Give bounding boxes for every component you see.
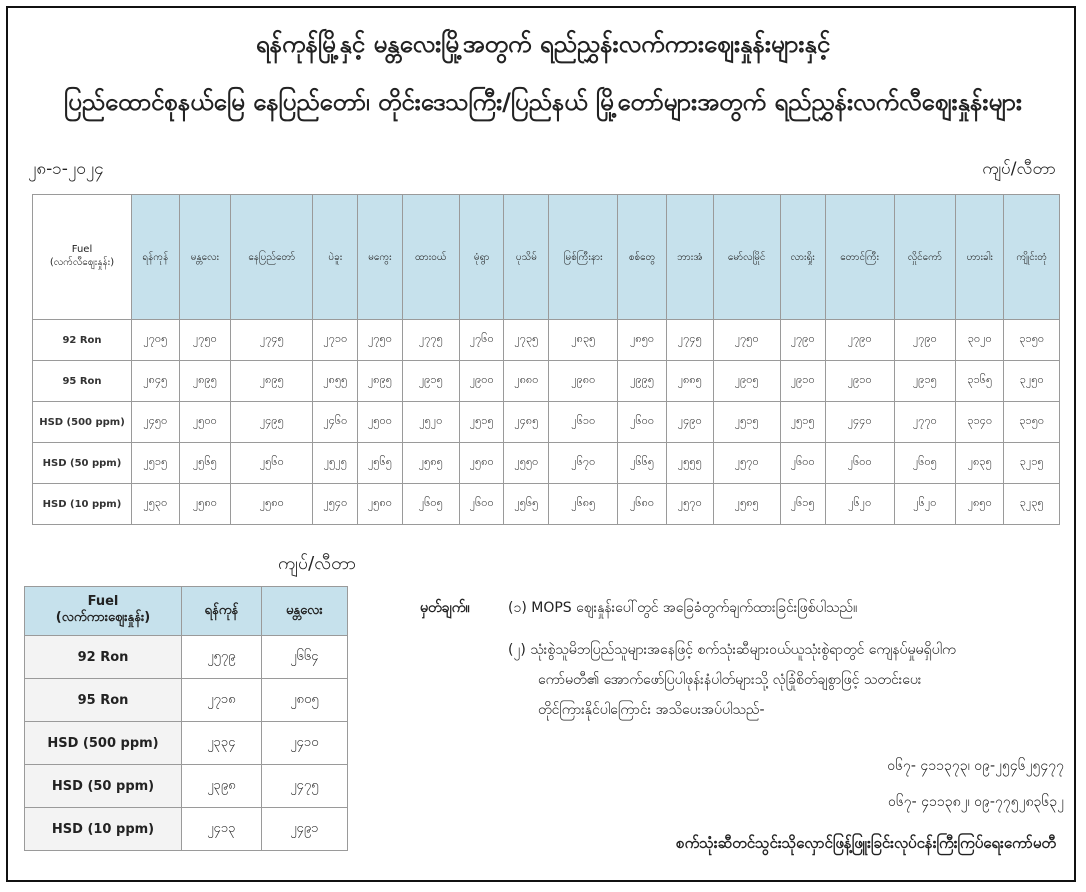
retail-price-cell: ၂၇၉၀ xyxy=(780,320,825,361)
unit-label-wholesale: ကျပ်/လီတာ xyxy=(278,553,357,574)
wholesale-table-row xyxy=(25,808,348,851)
retail-price-cell: ၂၇၅၀ xyxy=(713,320,780,361)
retail-fuel-header xyxy=(33,195,132,320)
retail-price-cell: ၂၉၁၀ xyxy=(825,361,894,402)
retail-city-header: ဟားခါး xyxy=(956,195,1004,320)
unit-label-top: ကျပ်/လီတာ xyxy=(982,159,1056,179)
retail-fuel-cell: 92 Ron xyxy=(33,320,132,361)
retail-price-cell: ၂၉၈၀ xyxy=(549,361,618,402)
retail-price-cell: ၂၅၅၅ xyxy=(666,443,713,484)
wholesale-fuel-cell: HSD (50 ppm) xyxy=(25,765,182,808)
retail-price-cell: ၂၈၉၅ xyxy=(231,361,313,402)
retail-price-cell: ၂၄၉၅ xyxy=(231,402,313,443)
retail-city-header: လှိုင်ကော် xyxy=(894,195,955,320)
notes-label: မှတ်ချက်။ xyxy=(420,600,470,616)
retail-table-row xyxy=(33,484,1060,525)
retail-price-cell: ၂၅၁၅ xyxy=(713,402,780,443)
wholesale-yangon-cell: ၂၃၃၄ xyxy=(182,722,262,765)
retail-city-header: မြစ်ကြီးနား xyxy=(549,195,618,320)
wholesale-fuel-header xyxy=(25,587,182,636)
retail-price-cell: ၂၅၇၀ xyxy=(713,443,780,484)
retail-price-cell: ၃၂၁၅ xyxy=(1004,443,1060,484)
retail-city-header: ဘားအံ xyxy=(666,195,713,320)
retail-table-row xyxy=(33,443,1060,484)
retail-price-cell: ၂၇၇၀ xyxy=(894,402,955,443)
wholesale-col-mandalay: မန္တလေး xyxy=(261,587,347,636)
wholesale-mandalay-cell: ၂၄၉၁ xyxy=(261,808,347,851)
note-2-line-2: ကော်မတီ၏ အောက်ဖော်ပြပါဖုန်းနံပါတ်များသို့ လုံခြုံစိတ်ချစွာဖြင့် သတင်းပေး xyxy=(538,672,922,688)
retail-fuel-cell: HSD (10 ppm) xyxy=(33,484,132,525)
retail-price-cell: ၂၅၄၀ xyxy=(313,484,358,525)
retail-price-cell: ၂၅၂၅ xyxy=(313,443,358,484)
retail-price-cell: ၂၈၄၅ xyxy=(132,361,180,402)
wholesale-mandalay-cell: ၂၈၀၅ xyxy=(261,679,347,722)
wholesale-yangon-cell: ၂၃၉၈ xyxy=(182,765,262,808)
retail-price-cell: ၂၈၅၀ xyxy=(618,320,667,361)
retail-fuel-cell: HSD (500 ppm) xyxy=(33,402,132,443)
retail-city-header: မုံရွာ xyxy=(459,195,504,320)
wholesale-fuel-cell: HSD (500 ppm) xyxy=(25,722,182,765)
retail-city-header: လားရှိုး xyxy=(780,195,825,320)
wholesale-fuel-cell: HSD (10 ppm) xyxy=(25,808,182,851)
retail-fuel-header-subtitle: (လက်လီဈေးနှုန်း) xyxy=(49,257,115,268)
retail-price-cell: ၃၁၅၀ xyxy=(1004,402,1060,443)
retail-city-header: ပုသိမ် xyxy=(504,195,549,320)
retail-price-cell: ၂၉၁၀ xyxy=(780,361,825,402)
retail-price-cell: ၂၇၆၀ xyxy=(459,320,504,361)
retail-price-cell: ၂၈၉၅ xyxy=(358,361,403,402)
wholesale-yangon-cell: ၂၅၇၉ xyxy=(182,636,262,679)
retail-price-cell: ၂၆၀၀ xyxy=(618,402,667,443)
retail-price-cell: ၂၆၁၅ xyxy=(780,484,825,525)
retail-price-cell: ၂၄၅၀ xyxy=(132,402,180,443)
retail-city-header: မကွေး xyxy=(358,195,403,320)
note-2-line-1: (၂) သုံးစွဲသူမိဘပြည်သူများအနေဖြင့် စက်သုံးဆီများဝယ်ယူသုံးစွဲရာတွင် ကျေနပ်မှုမရှိပါက xyxy=(508,642,956,658)
retail-price-cell: ၂၄၈၅ xyxy=(504,402,549,443)
retail-header-row xyxy=(33,195,1060,320)
retail-price-cell: ၂၅၀၀ xyxy=(358,402,403,443)
retail-price-cell: ၂၅၁၅ xyxy=(780,402,825,443)
retail-price-cell: ၂၇၉၀ xyxy=(894,320,955,361)
retail-price-cell: ၂၅၈၀ xyxy=(358,484,403,525)
retail-table-row xyxy=(33,361,1060,402)
retail-price-cell: ၃၂၃၅ xyxy=(1004,484,1060,525)
wholesale-fuel-cell: 92 Ron xyxy=(25,636,182,679)
retail-price-cell: ၂၄၉၀ xyxy=(666,402,713,443)
retail-price-cell: ၂၅၈၅ xyxy=(713,484,780,525)
wholesale-yangon-cell: ၂၇၁၈ xyxy=(182,679,262,722)
wholesale-mandalay-cell: ၂၄၇၅ xyxy=(261,765,347,808)
retail-city-header: စစ်တွေ xyxy=(618,195,667,320)
retail-price-cell: ၂၉၁၅ xyxy=(402,361,459,402)
retail-price-cell: ၃၁၆၅ xyxy=(956,361,1004,402)
wholesale-table-row xyxy=(25,679,348,722)
wholesale-table-row xyxy=(25,765,348,808)
retail-price-cell: ၂၅၇၀ xyxy=(666,484,713,525)
retail-price-cell: ၂၆၀၅ xyxy=(402,484,459,525)
retail-price-cell: ၂၅၈၅ xyxy=(402,443,459,484)
retail-price-cell: ၂၅၀၀ xyxy=(179,402,231,443)
retail-price-cell: ၃၂၅၀ xyxy=(1004,361,1060,402)
retail-city-header: နေပြည်တော် xyxy=(231,195,313,320)
wholesale-mandalay-cell: ၂၆၆၄ xyxy=(261,636,347,679)
retail-city-header: ရန်ကုန် xyxy=(132,195,180,320)
retail-price-cell: ၂၅၁၅ xyxy=(459,402,504,443)
retail-price-cell: ၂၆၁၀ xyxy=(549,402,618,443)
retail-price-cell: ၃၁၄၀ xyxy=(956,402,1004,443)
retail-city-header: မန္တလေး xyxy=(179,195,231,320)
wholesale-header-row xyxy=(25,587,348,636)
retail-price-cell: ၂၇၁၀ xyxy=(313,320,358,361)
retail-price-cell: ၂၅၂၀ xyxy=(402,402,459,443)
retail-price-cell: ၂၈၉၅ xyxy=(179,361,231,402)
retail-price-cell: ၂၆၇၀ xyxy=(549,443,618,484)
wholesale-col-yangon: ရန်ကုန် xyxy=(182,587,262,636)
retail-price-cell: ၂၅၃၀ xyxy=(132,484,180,525)
title-line-2: ပြည်ထောင်စုနယ်မြေ နေပြည်တော်၊ တိုင်းဒေသကြီး/ပြည်နယ် မြို့တော်များအတွက် ရည်ညွှန်းလက်လီဈေးနှုန်းများ xyxy=(64,88,1022,116)
retail-table-row xyxy=(33,320,1060,361)
retail-city-header: ထားဝယ် xyxy=(402,195,459,320)
retail-price-cell: ၂၅၆၅ xyxy=(504,484,549,525)
retail-price-cell: ၂၈၈၅ xyxy=(666,361,713,402)
wholesale-fuel-header-title: Fuel xyxy=(87,594,119,609)
retail-price-cell: ၂၇၅၀ xyxy=(358,320,403,361)
retail-price-cell: ၂၆၆၅ xyxy=(618,443,667,484)
date-label: ၂၈-၁-၂၀၂၄ xyxy=(28,159,104,179)
retail-price-cell: ၂၆၂၀ xyxy=(825,484,894,525)
wholesale-price-table xyxy=(24,586,348,851)
retail-price-cell: ၂၆၀၀ xyxy=(780,443,825,484)
retail-price-cell: ၂၉၁၅ xyxy=(894,361,955,402)
retail-price-cell: ၂၈၅၅ xyxy=(313,361,358,402)
retail-fuel-cell: HSD (50 ppm) xyxy=(33,443,132,484)
wholesale-yangon-cell: ၂၄၁၃ xyxy=(182,808,262,851)
retail-price-table xyxy=(32,194,1060,525)
retail-price-cell: ၂၆၀၀ xyxy=(459,484,504,525)
retail-price-cell: ၂၅၆၅ xyxy=(358,443,403,484)
retail-table-row xyxy=(33,402,1060,443)
retail-price-cell: ၂၈၈၀ xyxy=(504,361,549,402)
retail-price-cell: ၂၅၅၀ xyxy=(504,443,549,484)
retail-price-cell: ၂၇၀၅ xyxy=(132,320,180,361)
title-line-1: ရန်ကုန်မြို့နှင့် မန္တလေးမြို့အတွက် ရည်ညွှန်းလက်ကားဈေးနှုန်းများနှင့် xyxy=(255,30,831,58)
wholesale-fuel-header-subtitle: (လက်ကားဈေးနှုန်း) xyxy=(55,610,151,625)
retail-price-cell: ၂၅၈၀ xyxy=(459,443,504,484)
wholesale-table-row xyxy=(25,636,348,679)
retail-price-cell: ၂၆၀၅ xyxy=(894,443,955,484)
retail-price-cell: ၂၈၅၀ xyxy=(956,484,1004,525)
phone-line-2: ၀၆၇- ၄၁၁၃၈၂၊ ၀၉-၇၇၅၂၈၃၆၃၂ xyxy=(888,794,1064,810)
retail-price-cell: ၂၅၁၅ xyxy=(132,443,180,484)
retail-price-cell: ၂၈၃၅ xyxy=(549,320,618,361)
wholesale-table-body xyxy=(25,636,348,851)
retail-price-cell: ၂၅၈၀ xyxy=(179,484,231,525)
retail-price-cell: ၂၄၄၀ xyxy=(825,402,894,443)
retail-price-cell: ၂၇၉၀ xyxy=(825,320,894,361)
retail-price-cell: ၂၆၀၀ xyxy=(825,443,894,484)
retail-city-header: တောင်ကြီး xyxy=(825,195,894,320)
retail-price-cell: ၂၇၃၅ xyxy=(504,320,549,361)
retail-price-cell: ၂၉၉၅ xyxy=(618,361,667,402)
retail-price-cell: ၃၁၅၀ xyxy=(1004,320,1060,361)
retail-price-cell: ၂၈၃၅ xyxy=(956,443,1004,484)
retail-city-header: မော်လမြိုင် xyxy=(713,195,780,320)
retail-price-cell: ၂၇၇၅ xyxy=(402,320,459,361)
retail-price-cell: ၂၄၆၀ xyxy=(313,402,358,443)
phone-line-1: ၀၆၇- ၄၁၁၃၇၃၊ ၀၉-၂၅၄၆၂၅၄၇၇ xyxy=(887,758,1064,774)
wholesale-table-row xyxy=(25,722,348,765)
retail-price-cell: ၂၆၈၅ xyxy=(549,484,618,525)
retail-fuel-header-title: Fuel xyxy=(71,244,93,255)
note-2 xyxy=(508,638,1068,728)
note-2-line-3: တိုင်ကြားနိုင်ပါကြောင်း အသိပေးအပ်ပါသည်- xyxy=(538,702,765,718)
wholesale-fuel-cell: 95 Ron xyxy=(25,679,182,722)
retail-price-cell: ၂၉၀၅ xyxy=(713,361,780,402)
retail-price-cell: ၂၆၈၀ xyxy=(618,484,667,525)
committee-name: စက်သုံးဆီတင်သွင်းသိုလှောင်ဖြန့်ဖြူးခြင်းလုပ်ငန်းကြီးကြပ်ရေးကော်မတီ xyxy=(676,834,1056,852)
retail-price-cell: ၂၅၆၅ xyxy=(179,443,231,484)
retail-price-cell: ၂၅၈၀ xyxy=(231,484,313,525)
retail-price-cell: ၂၇၄၅ xyxy=(666,320,713,361)
retail-fuel-cell: 95 Ron xyxy=(33,361,132,402)
wholesale-mandalay-cell: ၂၄၁၀ xyxy=(261,722,347,765)
retail-price-cell: ၂၅၆၀ xyxy=(231,443,313,484)
retail-price-cell: ၂၇၄၅ xyxy=(231,320,313,361)
note-1: (၁) MOPS ဈေးနှုန်းပေါ်တွင် အခြေခံတွက်ချက်ထားခြင်းဖြစ်ပါသည်။ xyxy=(508,600,858,616)
retail-price-cell: ၂၉၀၀ xyxy=(459,361,504,402)
retail-city-header: ပဲခူး xyxy=(313,195,358,320)
retail-city-header: ကျိုင်းတုံ xyxy=(1004,195,1060,320)
retail-price-cell: ၃၀၂၀ xyxy=(956,320,1004,361)
retail-price-cell: ၂၇၅၀ xyxy=(179,320,231,361)
retail-table-body xyxy=(33,320,1060,525)
retail-price-cell: ၂၆၂၀ xyxy=(894,484,955,525)
